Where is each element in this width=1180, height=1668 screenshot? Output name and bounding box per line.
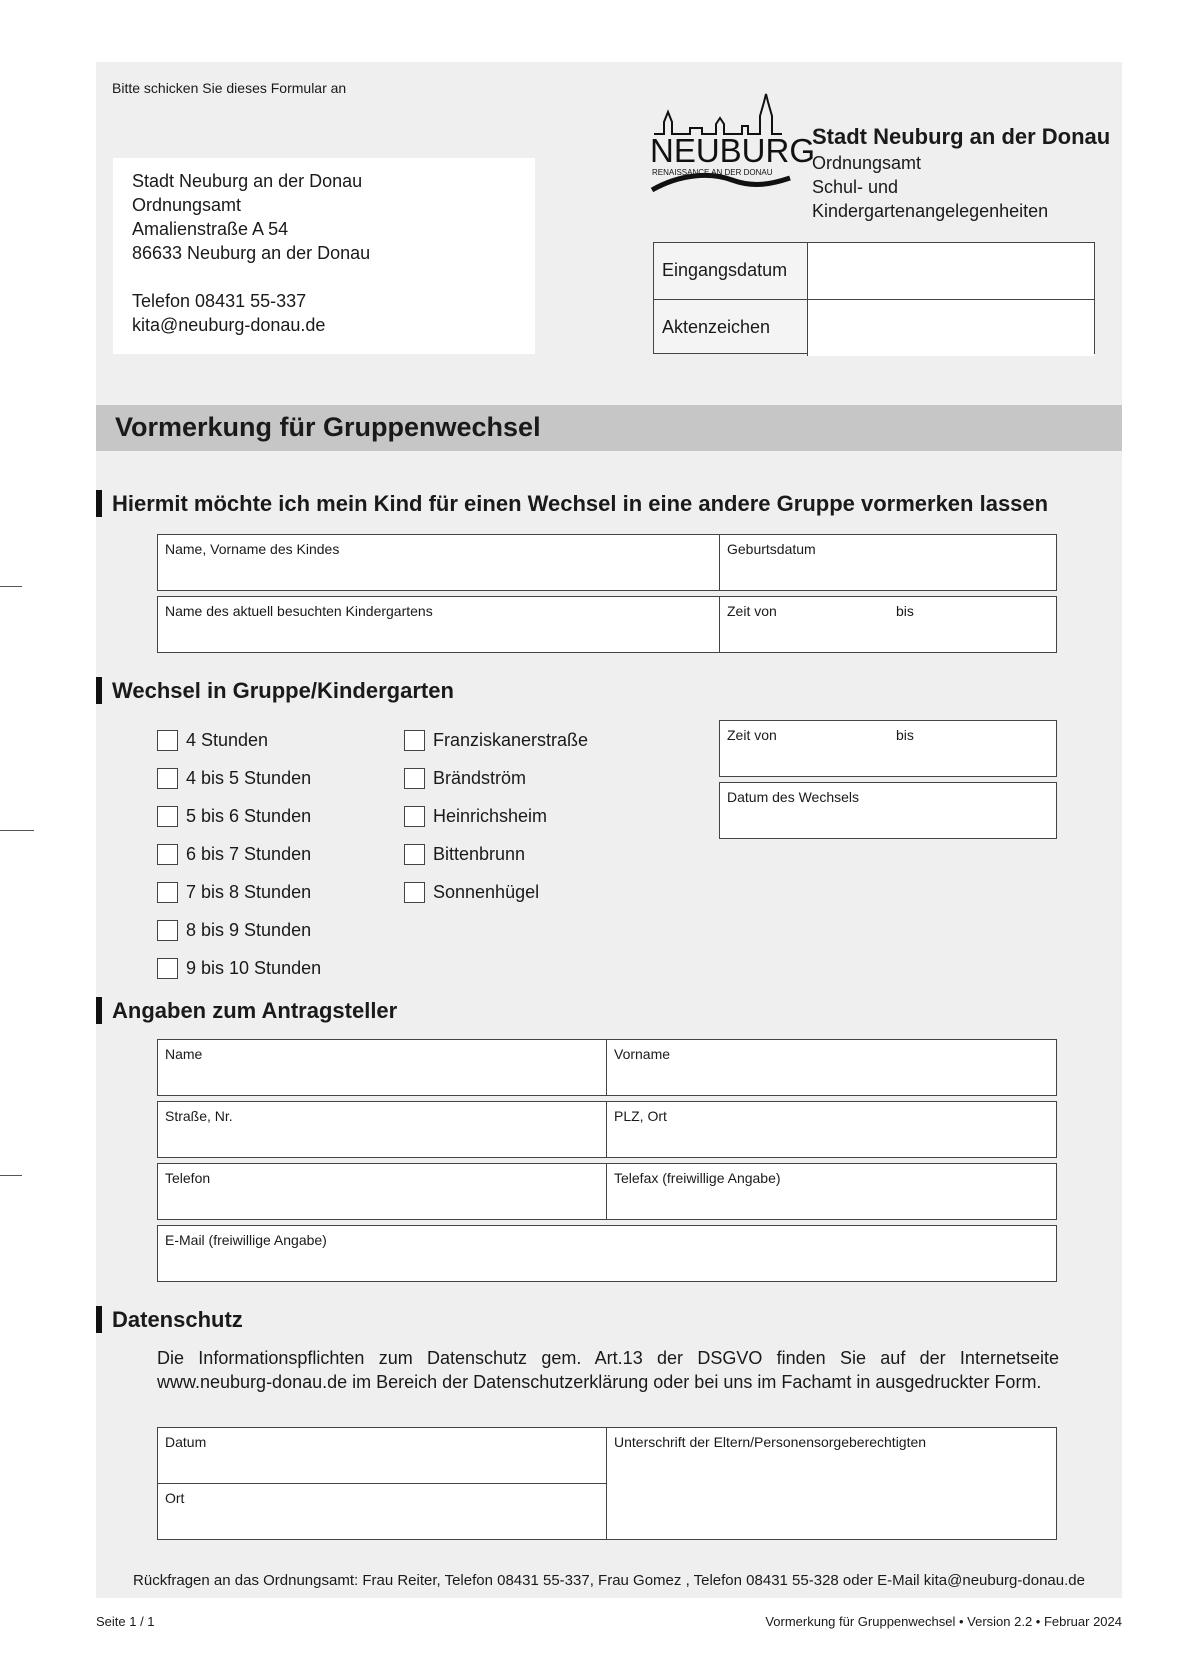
address-line: Amalienstraße A 54 [132, 219, 289, 239]
checkbox[interactable] [157, 768, 178, 789]
option-label: 7 bis 8 Stunden [186, 881, 312, 902]
checkbox[interactable] [157, 882, 178, 903]
address-phone: Telefon 08431 55-337 [132, 291, 307, 311]
logo-subtitle: RENAISSANCE AN DER DONAU [652, 168, 773, 177]
option-label: Franziskanerstraße [433, 729, 589, 750]
section-marker [96, 1306, 102, 1333]
kindergarten-option[interactable] [404, 759, 588, 797]
org-title: Stadt Neuburg an der Donau [812, 124, 1111, 149]
section-heading-text: Wechsel in Gruppe/Kindergarten [112, 678, 454, 703]
field-label: bis [896, 603, 914, 619]
field-label: Geburtsdatum [727, 541, 816, 557]
field-label: E-Mail (freiwillige Angabe) [165, 1232, 327, 1248]
checkbox[interactable] [404, 806, 425, 827]
checkbox[interactable] [404, 730, 425, 751]
option-label: 8 bis 9 Stunden [186, 919, 312, 940]
field-label: Datum [165, 1434, 207, 1450]
address-line: Stadt Neuburg an der Donau [132, 171, 363, 191]
hours-option[interactable] [157, 873, 321, 911]
date-field[interactable] [157, 1427, 607, 1484]
checkbox[interactable] [404, 844, 425, 865]
field-label: Datum des Wechsels [727, 789, 860, 805]
page-number: Seite 1 / 1 [96, 1614, 155, 1629]
field-label: Telefax (freiwillige Angabe) [614, 1170, 781, 1186]
received-date-label: Eingangsdatum [662, 260, 788, 280]
checkbox[interactable] [404, 882, 425, 903]
privacy-text: Die Informationspflichten zum Datenschutz gem. Art.13 der DSGVO finden Sie auf der Internetseite www.neuburg-donau.de im Bereich der Datenschutzerklärung oder bei uns im Fachamt in ausgedruckter Form. [157, 1348, 1059, 1392]
office-row [654, 299, 1094, 356]
email-field[interactable] [157, 1225, 1057, 1282]
field-label: Zeit von [727, 727, 777, 743]
address-line: Ordnungsamt [132, 195, 242, 215]
field-label: bis [896, 727, 914, 743]
section-heading [96, 997, 397, 1025]
address-line: 86633 Neuburg an der Donau [132, 243, 371, 263]
checkbox[interactable] [157, 958, 178, 979]
option-label: Sonnenhügel [433, 881, 540, 902]
send-to-note: Bitte schicken Sie dieses Formular an [112, 80, 347, 96]
field-label: Vorname [614, 1046, 671, 1062]
logo-wordmark: NEUBURG [650, 132, 816, 169]
field-label: Straße, Nr. [165, 1108, 233, 1124]
contact-note: Rückfragen an das Ordnungsamt: Frau Reiter, Telefon 08431 55-337, Frau Gomez , Telefon 08431 55-328 oder E-Mail kita@neuburg-donau.de [133, 1572, 1085, 1589]
section-heading [96, 677, 454, 705]
new-time-field[interactable] [719, 720, 1057, 777]
zip-city-field[interactable] [606, 1101, 1057, 1158]
file-number-label: Aktenzeichen [662, 317, 771, 337]
hours-option[interactable] [157, 949, 321, 987]
option-label: Heinrichsheim [433, 805, 548, 826]
hours-option[interactable] [157, 759, 321, 797]
version-note: Vormerkung für Gruppenwechsel • Version 2.2 • Februar 2024 [765, 1614, 1122, 1629]
option-label: 4 bis 5 Stunden [186, 767, 312, 788]
first-name-field[interactable] [606, 1039, 1057, 1096]
org-line: Schul- und [812, 177, 899, 197]
fax-field[interactable] [606, 1163, 1057, 1220]
option-label: Brändström [433, 767, 527, 788]
fold-mark [0, 586, 22, 587]
checkbox[interactable] [157, 920, 178, 941]
section-marker [96, 490, 102, 517]
checkbox[interactable] [157, 730, 178, 751]
phone-field[interactable] [157, 1163, 607, 1220]
fold-mark [0, 1175, 22, 1176]
form-title: Vormerkung für Gruppenwechsel [115, 412, 541, 442]
hours-options [157, 721, 321, 987]
file-number-field[interactable] [807, 300, 1094, 356]
address-email: kita@neuburg-donau.de [132, 315, 326, 335]
field-label: Name des aktuell besuchten Kindergartens [165, 603, 433, 619]
org-line: Kindergartenangelegenheiten [812, 201, 1049, 221]
received-date-field[interactable] [807, 243, 1094, 299]
checkbox[interactable] [157, 806, 178, 827]
hours-option[interactable] [157, 835, 321, 873]
field-label: Zeit von [727, 603, 777, 619]
section-marker [96, 677, 102, 704]
checkbox[interactable] [404, 768, 425, 789]
change-date-field[interactable] [719, 782, 1057, 839]
section-marker [96, 997, 102, 1024]
hours-option[interactable] [157, 721, 321, 759]
kindergarten-option[interactable] [404, 797, 588, 835]
signature-field[interactable] [606, 1427, 1057, 1540]
option-label: 6 bis 7 Stunden [186, 843, 312, 864]
hours-option[interactable] [157, 911, 321, 949]
option-label: 4 Stunden [186, 729, 269, 750]
name-field[interactable] [157, 1039, 607, 1096]
section-heading-text: Datenschutz [112, 1307, 243, 1332]
option-label: Bittenbrunn [433, 843, 526, 864]
current-time-field[interactable] [719, 596, 1057, 653]
field-label: Name, Vorname des Kindes [165, 541, 340, 557]
kindergarten-option[interactable] [404, 835, 588, 873]
field-label: Unterschrift der Eltern/Personensorgeberechtigten [614, 1434, 927, 1450]
place-field[interactable] [157, 1483, 607, 1540]
kindergarten-field[interactable] [157, 596, 720, 653]
org-line: Ordnungsamt [812, 153, 922, 173]
section-heading-text: Angaben zum Antragsteller [112, 998, 398, 1023]
option-label: 5 bis 6 Stunden [186, 805, 312, 826]
checkbox[interactable] [157, 844, 178, 865]
field-label: Name [165, 1046, 203, 1062]
field-label: Ort [165, 1490, 185, 1506]
section-heading [96, 490, 1048, 518]
city-logo [650, 92, 816, 196]
office-row [654, 243, 1094, 299]
office-use-table [653, 242, 1095, 354]
hours-option[interactable] [157, 797, 321, 835]
child-name-field[interactable] [157, 534, 720, 591]
field-label: PLZ, Ort [614, 1108, 667, 1124]
street-field[interactable] [157, 1101, 607, 1158]
kindergarten-options [404, 721, 588, 911]
option-label: 9 bis 10 Stunden [186, 957, 322, 978]
kindergarten-option[interactable] [404, 721, 588, 759]
section-heading [96, 1306, 243, 1334]
birth-date-field[interactable] [719, 534, 1057, 591]
kindergarten-option[interactable] [404, 873, 588, 911]
punch-mark [0, 830, 34, 831]
field-label: Telefon [165, 1170, 211, 1186]
section-heading-text: Hiermit möchte ich mein Kind für einen Wechsel in eine andere Gruppe vormerken lassen [112, 491, 1049, 516]
